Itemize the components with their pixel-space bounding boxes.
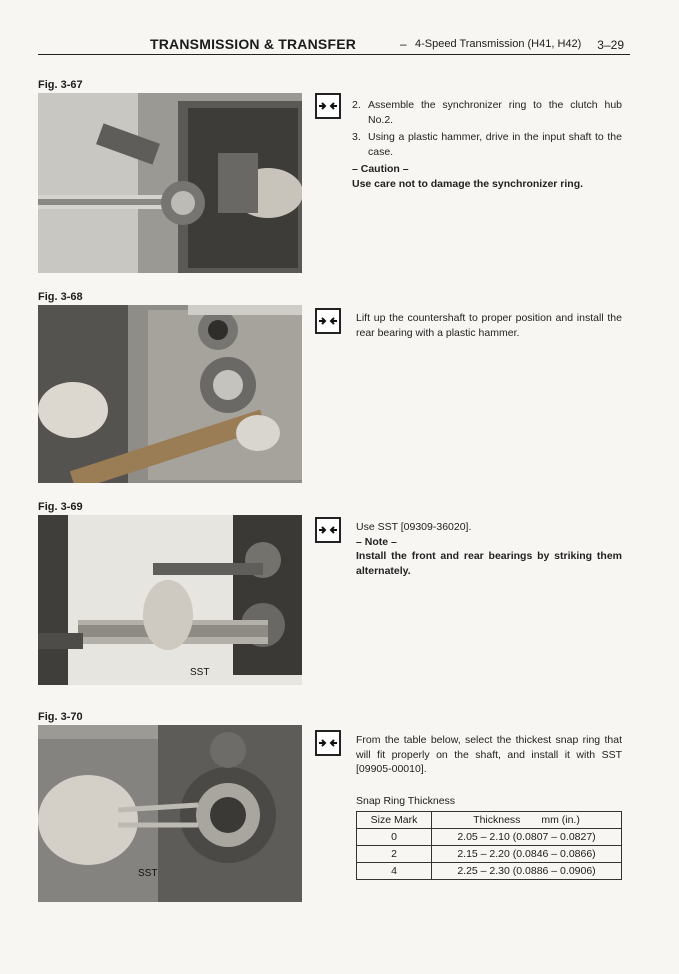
fig-3-68-label: Fig. 3-68: [38, 291, 83, 303]
header-subtitle: 4-Speed Transmission (H41, H42): [415, 38, 582, 50]
fig-3-70-photo: [38, 725, 302, 902]
table-header-row: [357, 812, 622, 829]
section-2-text: Lift up the countershaft to proper position and install the rear bearing with a plastic hammer.: [356, 312, 622, 339]
thickness-cell: 2.15 – 2.20 (0.0846 – 0.0866): [432, 846, 622, 863]
size-mark-cell: 0: [357, 829, 432, 846]
snap-ring-table: [356, 811, 622, 880]
section-4-text: From the table below, select the thickest snap ring that will fit properly on the shaft, and install it with SST [09905-00010].: [356, 734, 622, 775]
col-size-mark: Size Mark: [357, 812, 432, 829]
caution-title: – Caution –: [352, 163, 409, 175]
note-title: – Note –: [356, 535, 397, 548]
fig-3-69-photo: [38, 515, 302, 685]
assemble-arrows-icon: [315, 517, 341, 543]
header-title: TRANSMISSION & TRANSFER: [150, 36, 357, 52]
page-header: [38, 30, 630, 55]
size-mark-cell: 4: [357, 863, 432, 880]
section-1-text: [352, 98, 622, 191]
fig-3-69-sst-label: SST: [190, 667, 210, 678]
sst-instruction: Use SST [09309-36020].: [356, 521, 472, 533]
fig-3-69-label: Fig. 3-69: [38, 501, 83, 513]
step-3: 3. Using a plastic hammer, drive in the input shaft to the case.: [352, 131, 622, 158]
note-text: Install the front and rear bearings by striking them alternately.: [356, 550, 622, 577]
fig-3-70-sst-label: SST: [138, 868, 158, 879]
table-title: Snap Ring Thickness: [356, 795, 456, 807]
thickness-cell: 2.25 – 2.30 (0.0886 – 0.0906): [432, 863, 622, 880]
col-thickness: Thickness mm (in.): [432, 812, 622, 829]
fig-3-67-label: Fig. 3-67: [38, 79, 83, 91]
assemble-arrows-icon: [315, 308, 341, 334]
fig-3-67-photo: [38, 93, 302, 273]
fig-3-68-photo: [38, 305, 302, 483]
table-row: [357, 846, 622, 863]
assemble-arrows-icon: [315, 93, 341, 119]
step-2: 2. Assemble the synchronizer ring to the clutch hub No.2.: [352, 99, 622, 126]
caution-text: Use care not to damage the synchronizer ring.: [352, 177, 584, 190]
thickness-cell: 2.05 – 2.10 (0.0807 – 0.0827): [432, 829, 622, 846]
assemble-arrows-icon: [315, 730, 341, 756]
size-mark-cell: 2: [357, 846, 432, 863]
table-row: [357, 863, 622, 880]
fig-3-70-label: Fig. 3-70: [38, 711, 83, 723]
section-3-text: [356, 520, 622, 578]
table-row: [357, 829, 622, 846]
page-number: 3–29: [597, 38, 624, 52]
header-separator: –: [400, 37, 407, 51]
